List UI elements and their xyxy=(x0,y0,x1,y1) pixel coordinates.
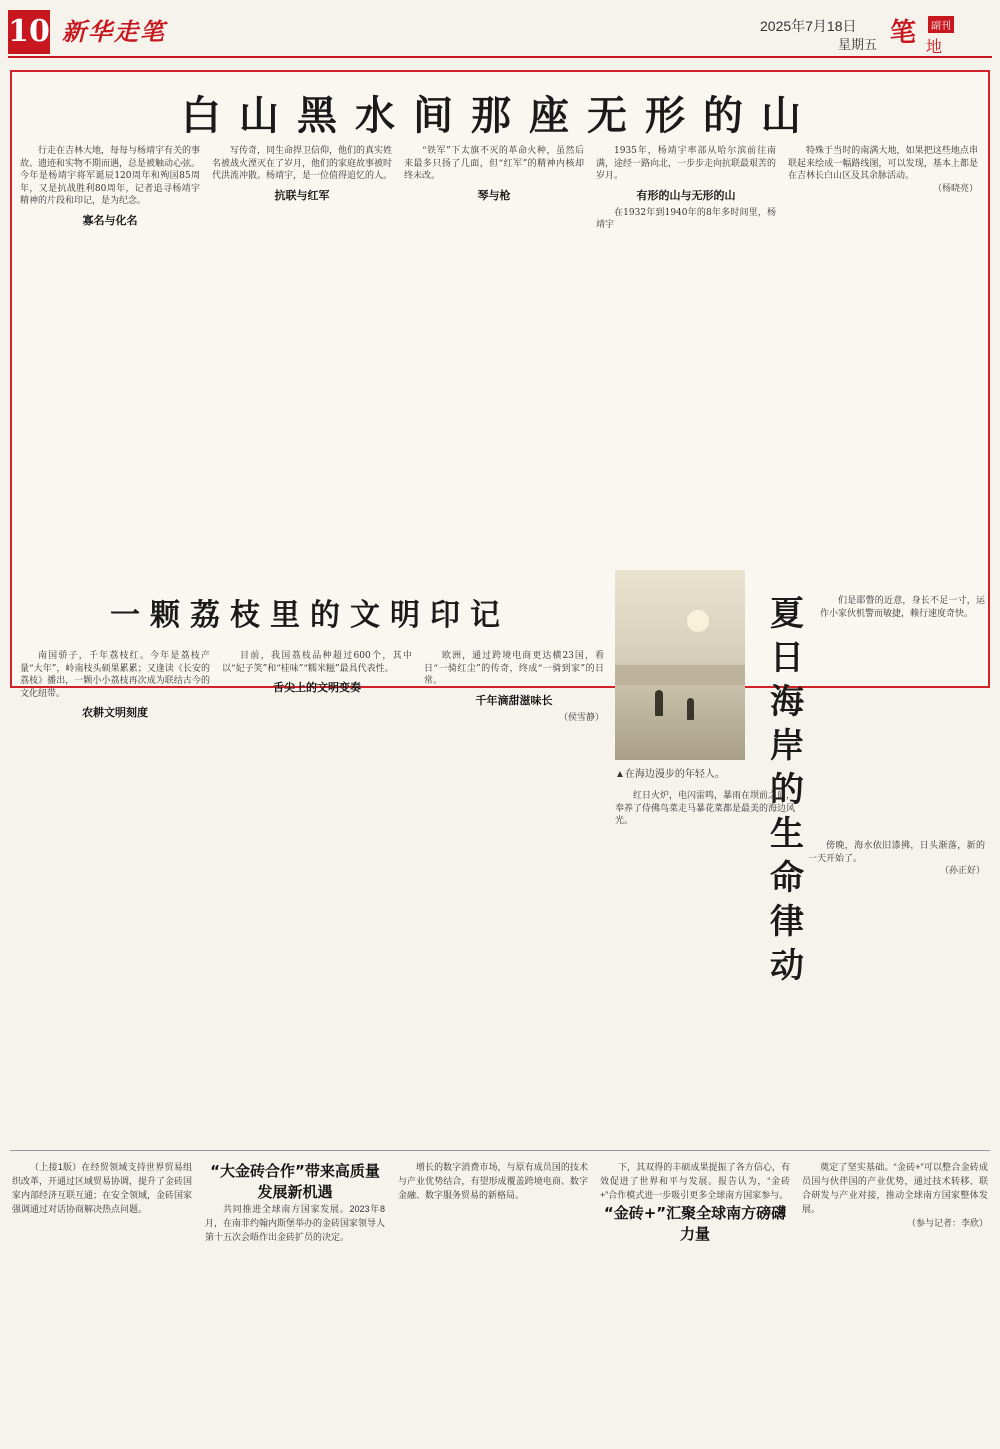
lower-column-5 xyxy=(802,1160,988,1440)
feature-col2-text: 写传奇，同生命捍卫信仰，他们的真实姓名被战火湮灭在了岁月，他们的家庭故事被时代洪流冲散。杨靖宇，是一位值得追忆的人。 xyxy=(212,146,392,182)
lower-col5-text: 奠定了坚实基础。“金砖+”可以整合金砖成员国与伙伴国的产业优势，通过技术转移、联合研发与产业对接，推动全球南方国家整体发展。 xyxy=(802,1162,988,1214)
lower-subhead-2: “金砖+”汇聚全球南方磅礴力量 xyxy=(603,1204,787,1243)
feature-bottom-note: 在1932年到1940年的8年多时间里，杨靖宇 xyxy=(596,207,776,231)
figure-silhouette xyxy=(655,690,663,716)
section-divider xyxy=(10,1150,990,1151)
page-number: 10 xyxy=(8,10,50,54)
lychee-article-title: 一颗荔枝里的文明印记 xyxy=(110,598,510,633)
lower-col1-text: （上接1版）在经贸领域支持世界贸易组织改革，开通过区域贸易协调，提升了金砖国家内部经济互联互通；在安全领域，金砖国家强调通过对话协商解决热点问题。 xyxy=(12,1162,192,1214)
summer-col3-text: 傍晚，海水依旧漆拂，日头渐落，新的一天开始了。 xyxy=(808,841,985,864)
issue-weekday: 星期五 xyxy=(838,37,878,52)
summer-byline: （孙正好） xyxy=(939,866,985,877)
lychee-column-2 xyxy=(222,650,412,1130)
summer-col1-text: 红日火炉，电闪雷鸣，暴雨在坝前之间，奉养了侍佛鸟菜走马暴花菜都是最美的海边风光。 xyxy=(615,791,795,827)
feature-col5-text: 特殊于当时的南满大地，如果把这些地点串联起来绘成一幅路线图，可以发现，基本上都是在吉林长白山区及其余脉活动。 xyxy=(788,146,978,182)
section-logo: 新华走笔 xyxy=(62,17,166,46)
lychee-column-1 xyxy=(20,650,210,1130)
summer-column-3 xyxy=(808,840,985,1130)
supplement-badge: 副刊 xyxy=(928,16,954,33)
feature-column-2 xyxy=(212,145,392,545)
feature-column-3 xyxy=(404,145,584,545)
summer-article-title: 夏日海岸的生命律动 xyxy=(770,594,804,986)
lychee-col3-text: 欧洲，通过跨境电商更达横23国，看日“一骑红尘”的传奇，终成“一骑到家”的日常。 xyxy=(424,651,604,687)
lychee-col1-text: 南国骄子，千年荔枝红。今年是荔枝产量“大年”，岭南枝头硕果累累；又逢读《长安的荔枝》播出，一颗小小荔枝再次成为联结古今的文化纽带。 xyxy=(20,651,210,699)
lychee-subhead-1: 农耕文明刻度 xyxy=(82,706,148,720)
feature-subhead-4: 有形的山与无形的山 xyxy=(636,188,736,202)
feature-column-4 xyxy=(596,145,776,545)
summer-column-1 xyxy=(820,595,985,835)
feature-column-5 xyxy=(788,145,978,545)
header-rule xyxy=(8,56,992,58)
feature-subhead-2: 抗联与红军 xyxy=(274,188,330,202)
feature-subhead-3: 琴与枪 xyxy=(477,188,511,202)
sea-band xyxy=(615,665,745,685)
feature-col1-text: 行走在吉林大地，每每与杨靖宇有关的事故、遗迹和实物不期而遇，总是被触动心弦。今年是杨靖宇将军诞辰120周年和殉国85周年，又是抗战胜利80周年，记者追寻杨靖宇精神的片段和印记，是为纪念。 xyxy=(20,146,200,207)
issue-date: 2025年7月18日 xyxy=(760,18,857,34)
beach-photo xyxy=(615,570,745,760)
sun-shape xyxy=(687,610,709,632)
figure-silhouette xyxy=(687,698,694,720)
lychee-subhead-2: 舌尖上的文明变奏 xyxy=(273,681,361,695)
lower-col4-text: 下，其双得的丰硕成果提振了各方信心，有效促进了世界和平与发展。报告认为，“金砖+”合作模式进一步吸引更多全球南方国家参与。 xyxy=(600,1162,790,1200)
lower-column-1 xyxy=(12,1160,192,1440)
masthead-sub: 地 xyxy=(926,37,943,56)
lychee-column-3 xyxy=(424,650,604,1130)
photo-caption: ▲在海边漫步的年轻人。 xyxy=(615,769,725,780)
lower-column-3 xyxy=(398,1160,588,1440)
lower-byline: （参与记者：李欣） xyxy=(906,1218,988,1228)
lower-column-2 xyxy=(205,1160,385,1440)
lower-subhead-1: “大金砖合作”带来高质量发展新机遇 xyxy=(210,1162,380,1201)
lower-col2-text: 共同推进全球南方国家发展。2023年8月，在南非约翰内斯堡举办的金砖国家领导人第十五次会晤作出金砖扩员的决定。 xyxy=(205,1204,385,1242)
feature-column-1 xyxy=(20,145,200,545)
summer-col2-text: 们是耶瞥的近意，身长不足一寸，运作小家伙机警而敏捷，赖行速度奇快。 xyxy=(820,596,985,619)
lychee-byline: （侯雪静） xyxy=(558,712,604,723)
lychee-col2-text: 目前，我国荔枝品种超过600个，其中以“妃子笑”和“桂味”“糯米糍”最具代表性。 xyxy=(222,651,412,674)
summer-column-2 xyxy=(615,790,795,1130)
feature-col3-text: “铁军”下太旗不灭的革命火种，虽然后来最多只扬了几面，但“红军”的精神内核却终未改。 xyxy=(404,146,584,182)
lower-col3-text: 增长的数字消费市场，与原有成员国的技术与产业优势结合，有望形成覆盖跨境电商、数字金融、数字服务贸易的新格局。 xyxy=(398,1162,588,1200)
feature-col4-text: 1935年，杨靖宇率部从哈尔滨前往南满，途经一路向北，一步步走向抗联最艰苦的岁月。 xyxy=(596,146,776,182)
feature-byline: （杨晓亮） xyxy=(932,183,978,194)
lower-column-4 xyxy=(600,1160,790,1440)
lychee-subhead-3: 千年滴甜滋味长 xyxy=(475,693,553,707)
masthead-mark: 笔 xyxy=(890,18,917,48)
feature-title: 白山黑水间那座无形的山 xyxy=(181,92,819,139)
feature-subhead-1: 寡名与化名 xyxy=(82,213,138,227)
